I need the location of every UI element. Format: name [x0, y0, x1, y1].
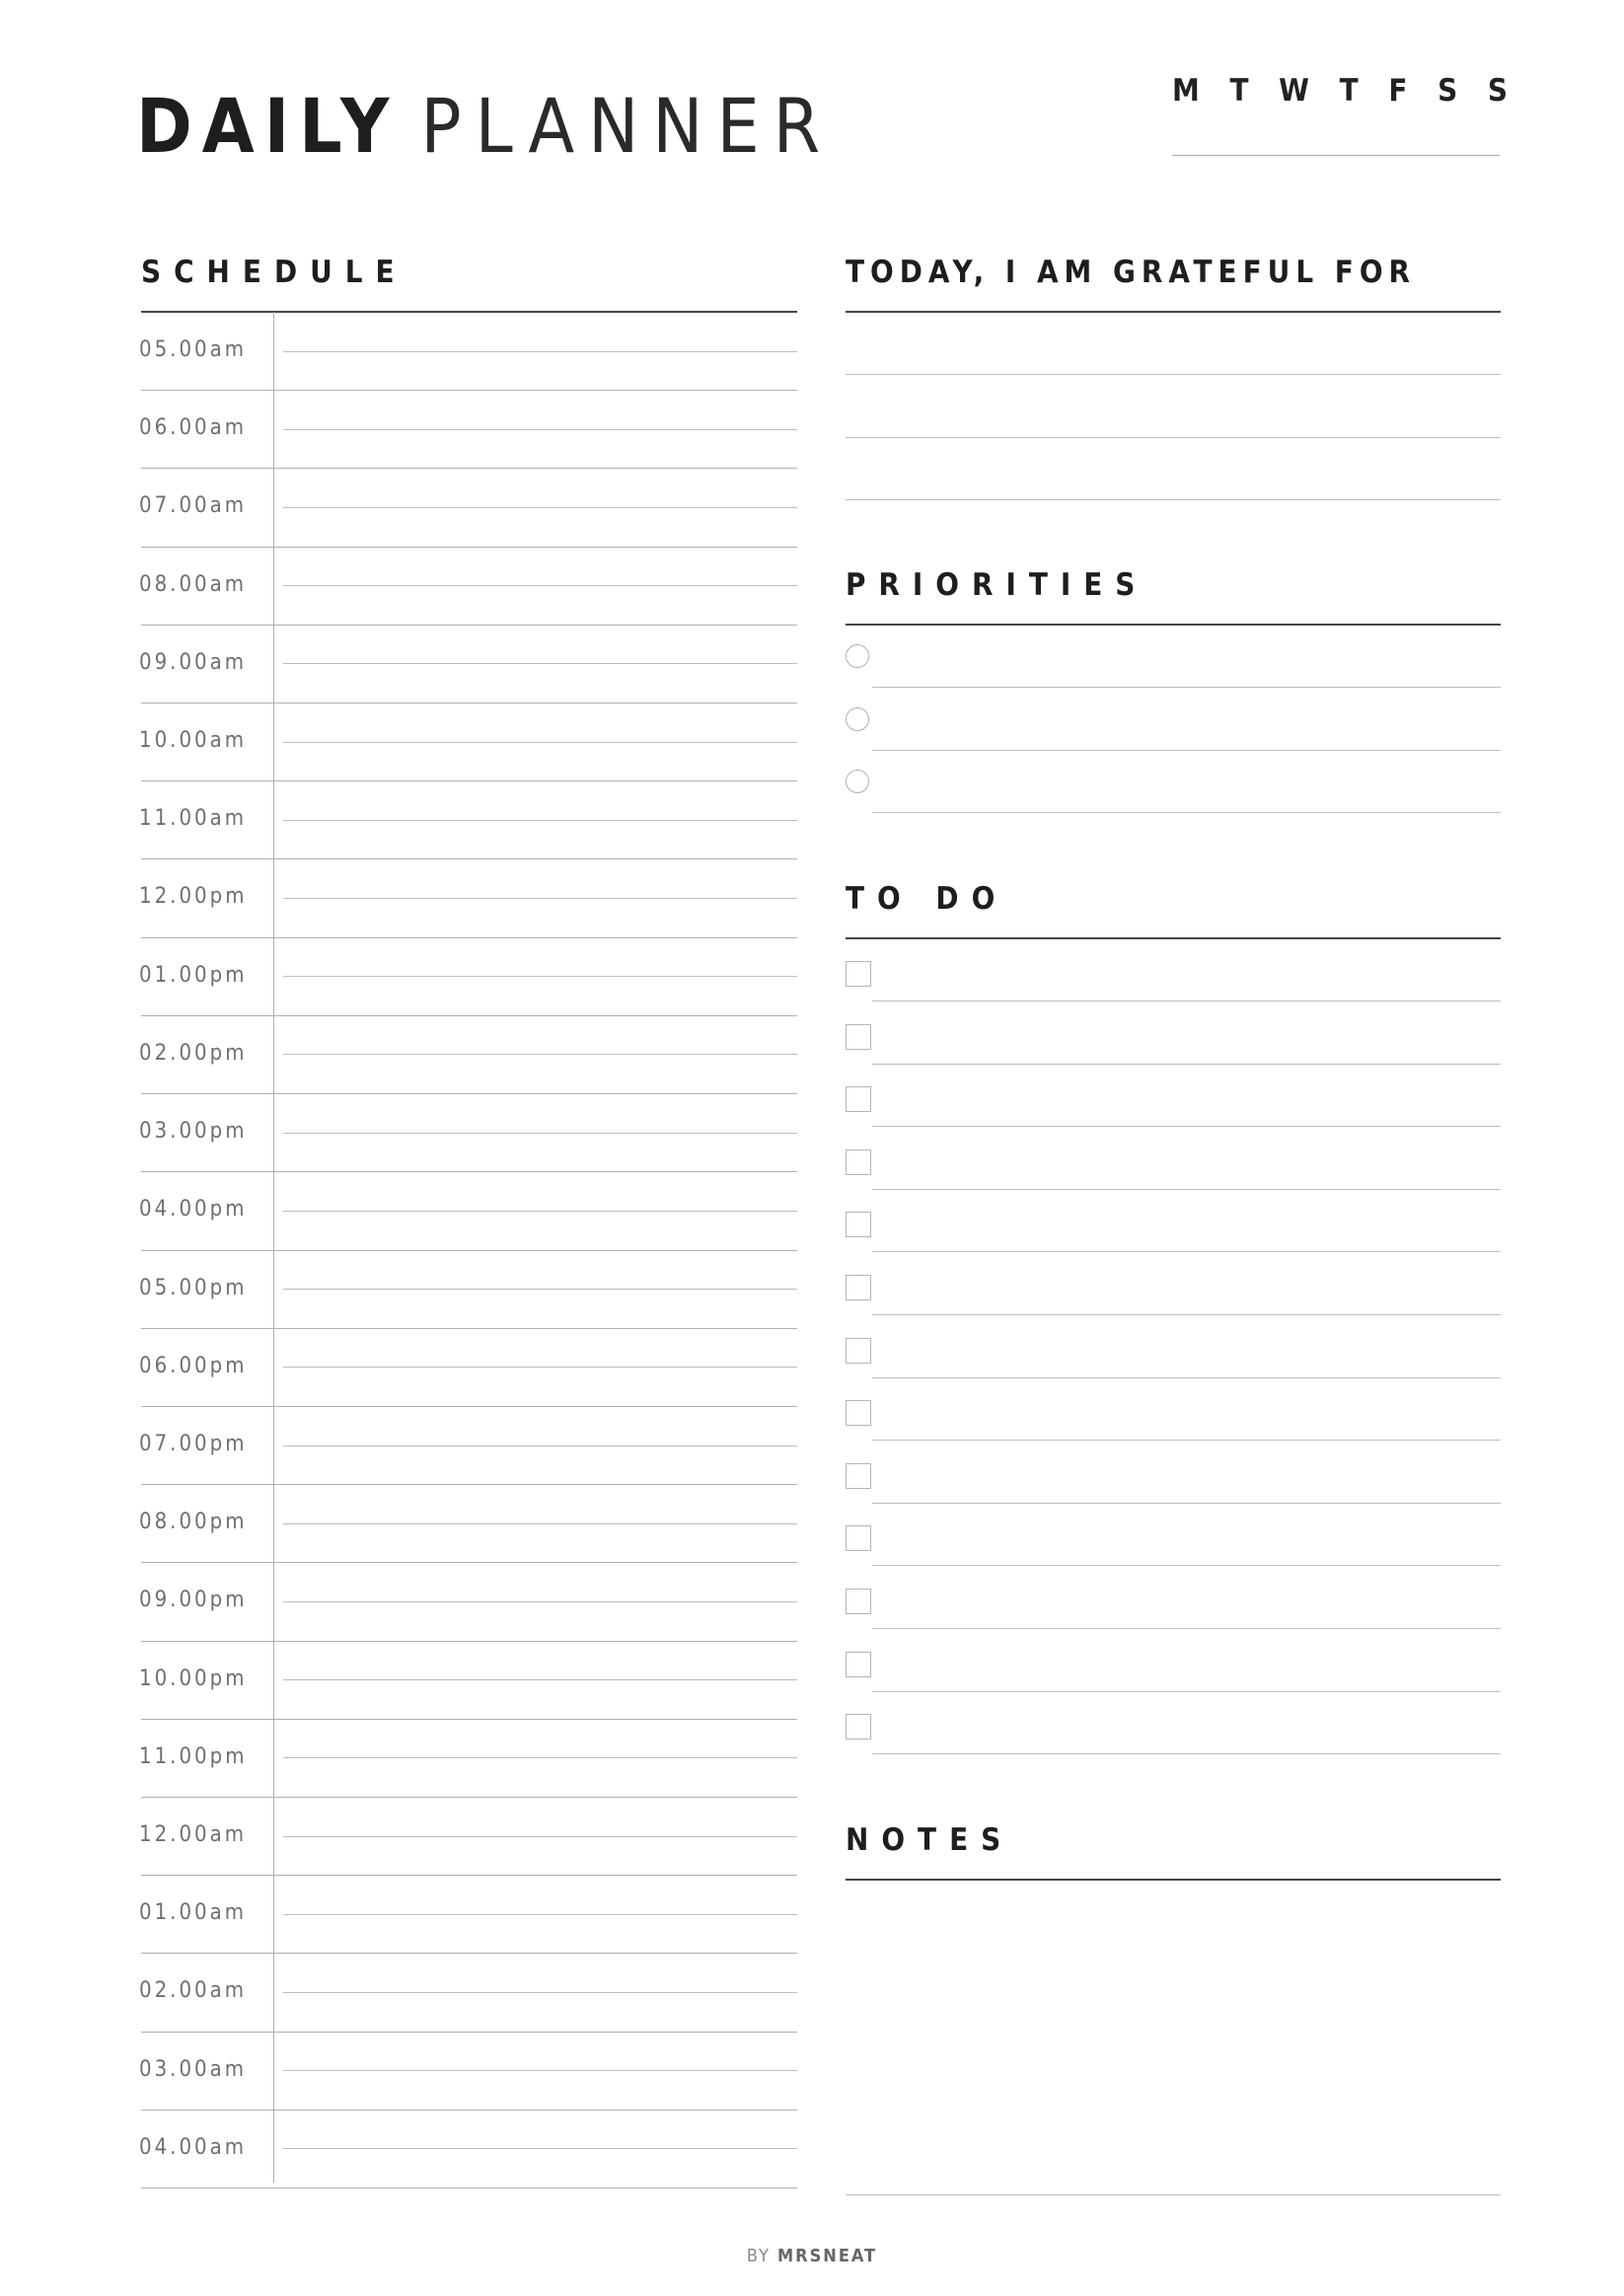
grateful-line[interactable] [846, 437, 1501, 438]
schedule-time-label: 05.00am [139, 337, 248, 362]
todo-checkbox-icon[interactable] [846, 1589, 871, 1614]
schedule-row-line [141, 858, 797, 859]
schedule-time-label: 11.00pm [139, 1743, 248, 1769]
grateful-header-rule [846, 311, 1501, 313]
schedule-row-line [141, 1797, 797, 1798]
schedule-row-line [141, 1484, 797, 1485]
todo-line[interactable] [872, 1064, 1501, 1065]
schedule-time-label: 12.00pm [139, 884, 248, 910]
schedule-time-label: 02.00pm [139, 1040, 248, 1066]
schedule-half-line[interactable] [283, 351, 797, 352]
schedule-time-label: 02.00am [139, 1978, 248, 2004]
todo-line[interactable] [872, 1691, 1501, 1692]
schedule-half-line[interactable] [283, 898, 797, 899]
schedule-row-line [141, 468, 797, 469]
title-light: PLANNER [420, 82, 835, 170]
schedule-row-line [141, 1328, 797, 1329]
schedule-row-line [141, 1875, 797, 1876]
date-line [1172, 155, 1500, 156]
todo-line[interactable] [872, 1000, 1501, 1001]
todo-line[interactable] [872, 1377, 1501, 1378]
todo-line[interactable] [872, 1189, 1501, 1190]
todo-checkbox-icon[interactable] [846, 1714, 871, 1740]
schedule-row-line [141, 2110, 797, 2111]
footer-credit [0, 2246, 1624, 2266]
schedule-row-line [141, 1406, 797, 1407]
schedule-time-label: 04.00pm [139, 1197, 248, 1222]
schedule-time-label: 06.00am [139, 415, 248, 441]
todo-checkbox-icon[interactable] [846, 1149, 871, 1175]
priority-line[interactable] [872, 687, 1501, 688]
schedule-half-line[interactable] [283, 2148, 797, 2149]
schedule-row-line [141, 1641, 797, 1642]
notes-bottom-rule [846, 2194, 1501, 2195]
footer-brand: MRSNEAT [777, 2246, 878, 2266]
schedule-time-label: 01.00am [139, 1900, 248, 1926]
page-title [136, 82, 835, 170]
weekday-6[interactable]: S [1487, 73, 1508, 109]
todo-line[interactable] [872, 1126, 1501, 1127]
schedule-half-line[interactable] [283, 976, 797, 977]
schedule-row-line [141, 1015, 797, 1016]
schedule-half-line[interactable] [283, 1367, 797, 1368]
todo-checkbox-icon[interactable] [846, 1275, 871, 1300]
schedule-row-line [141, 937, 797, 938]
schedule-half-line[interactable] [283, 1523, 797, 1524]
todo-line[interactable] [872, 1440, 1501, 1441]
schedule-half-line[interactable] [283, 585, 797, 586]
notes-header-rule [846, 1879, 1501, 1881]
schedule-time-label: 11.00am [139, 806, 248, 832]
schedule-half-line[interactable] [283, 2070, 797, 2071]
schedule-row-line [141, 1953, 797, 1954]
todo-checkbox-icon[interactable] [846, 1652, 871, 1677]
schedule-row-line [141, 2032, 797, 2033]
todo-checkbox-icon[interactable] [846, 961, 871, 987]
todo-checkbox-icon[interactable] [846, 1086, 871, 1112]
schedule-half-line[interactable] [283, 429, 797, 430]
todo-title: TO DO [846, 881, 1008, 917]
grateful-line[interactable] [846, 374, 1501, 375]
schedule-half-line[interactable] [283, 1211, 797, 1212]
weekday-3[interactable]: T [1339, 73, 1359, 109]
schedule-divider [273, 312, 274, 2183]
schedule-time-label: 03.00am [139, 2056, 248, 2082]
schedule-time-label: 05.00pm [139, 1275, 248, 1300]
schedule-half-line[interactable] [283, 507, 797, 508]
schedule-row-line [141, 1719, 797, 1720]
todo-checkbox-icon[interactable] [846, 1463, 871, 1489]
todo-checkbox-icon[interactable] [846, 1400, 871, 1426]
notes-title: NOTES [846, 1822, 1014, 1858]
schedule-row-line [141, 2187, 797, 2188]
schedule-time-label: 01.00pm [139, 962, 248, 988]
schedule-row-line [141, 1250, 797, 1251]
grateful-title: TODAY, I AM GRATEFUL FOR [846, 255, 1417, 290]
schedule-half-line[interactable] [283, 1601, 797, 1602]
schedule-row-line [141, 625, 797, 626]
priority-circle-icon[interactable] [846, 770, 869, 793]
schedule-half-line[interactable] [283, 820, 797, 821]
schedule-row-line [141, 390, 797, 391]
todo-checkbox-icon[interactable] [846, 1338, 871, 1364]
schedule-time-label: 07.00pm [139, 1431, 248, 1456]
priorities-title: PRIORITIES [846, 567, 1148, 603]
schedule-half-line[interactable] [283, 1992, 797, 1993]
todo-line[interactable] [872, 1503, 1501, 1504]
schedule-half-line[interactable] [283, 1054, 797, 1055]
todo-checkbox-icon[interactable] [846, 1212, 871, 1237]
schedule-row-line [141, 547, 797, 548]
schedule-title: SCHEDULE [141, 255, 407, 290]
schedule-half-line[interactable] [283, 1757, 797, 1758]
schedule-half-line[interactable] [283, 1133, 797, 1134]
todo-line[interactable] [872, 1314, 1501, 1315]
schedule-time-label: 08.00am [139, 571, 248, 597]
schedule-time-label: 10.00am [139, 728, 248, 754]
schedule-time-label: 07.00am [139, 493, 248, 519]
schedule-row-line [141, 703, 797, 704]
weekday-2[interactable]: W [1279, 73, 1309, 109]
schedule-time-label: 03.00pm [139, 1119, 248, 1145]
title-bold: DAILY [136, 82, 400, 170]
todo-line[interactable] [872, 1251, 1501, 1252]
priority-line[interactable] [872, 812, 1501, 813]
priority-circle-icon[interactable] [846, 644, 869, 668]
grateful-line[interactable] [846, 499, 1501, 500]
schedule-time-label: 12.00am [139, 1821, 248, 1847]
schedule-row-line [141, 1171, 797, 1172]
weekday-5[interactable]: S [1438, 73, 1458, 109]
priority-circle-icon[interactable] [846, 707, 869, 731]
todo-line[interactable] [872, 1753, 1501, 1754]
schedule-half-line[interactable] [283, 663, 797, 664]
weekday-4[interactable]: F [1388, 73, 1408, 109]
todo-header-rule [846, 937, 1501, 939]
todo-line[interactable] [872, 1565, 1501, 1566]
priorities-header-rule [846, 624, 1501, 626]
priority-line[interactable] [872, 750, 1501, 751]
weekday-1[interactable]: T [1229, 73, 1249, 109]
schedule-half-line[interactable] [283, 742, 797, 743]
todo-checkbox-icon[interactable] [846, 1024, 871, 1050]
schedule-row-line [141, 780, 797, 781]
schedule-time-label: 09.00am [139, 649, 248, 675]
schedule-time-label: 08.00pm [139, 1510, 248, 1535]
weekday-0[interactable]: M [1172, 73, 1200, 109]
schedule-header-rule [141, 311, 797, 313]
todo-checkbox-icon[interactable] [846, 1525, 871, 1551]
schedule-time-label: 06.00pm [139, 1353, 248, 1378]
todo-line[interactable] [872, 1628, 1501, 1629]
schedule-row-line [141, 1562, 797, 1563]
schedule-time-label: 10.00pm [139, 1666, 248, 1691]
footer-by: BY [746, 2246, 771, 2266]
schedule-half-line[interactable] [283, 1836, 797, 1837]
schedule-half-line[interactable] [283, 1289, 797, 1290]
schedule-row-line [141, 1093, 797, 1094]
schedule-half-line[interactable] [283, 1445, 797, 1446]
weekday-selector [1172, 73, 1508, 109]
schedule-half-line[interactable] [283, 1679, 797, 1680]
schedule-time-label: 09.00pm [139, 1588, 248, 1613]
schedule-half-line[interactable] [283, 1914, 797, 1915]
schedule-time-label: 04.00am [139, 2134, 248, 2160]
